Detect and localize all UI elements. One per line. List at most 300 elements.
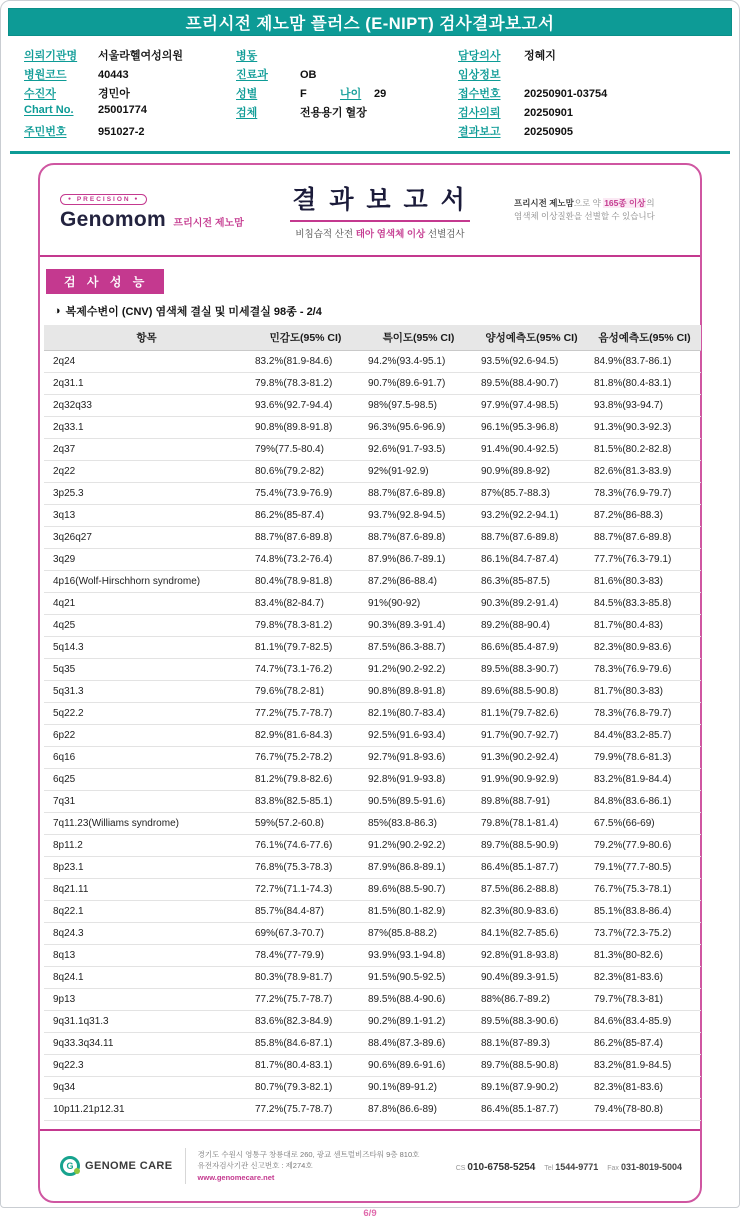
- table-row: [44, 967, 701, 989]
- metric-cell: 84.9%(83.7-86.1): [588, 351, 701, 373]
- address-line2: 유전자검사기관 신고번호 : 제274호: [197, 1161, 313, 1171]
- address-line1: 경기도 수원시 영통구 창룡대로 260, 광교 센트럴비즈타워 9층 810호: [197, 1149, 420, 1159]
- metric-cell: 83.2%(81.9-84.4): [588, 769, 701, 791]
- metric-cell: 76.1%(74.6-77.6): [249, 835, 362, 857]
- region-cell: 4q21: [44, 593, 249, 615]
- metric-cell: 81.7%(80.3-83): [588, 681, 701, 703]
- title-underline: [290, 220, 470, 222]
- subtitle-text: 선별검사: [425, 229, 465, 240]
- table-row: [44, 725, 701, 747]
- metric-cell: 92.8%(91.9-93.8): [362, 769, 475, 791]
- metric-cell: 88%(86.7-89.2): [475, 989, 588, 1011]
- cs-label: CS: [455, 1165, 466, 1172]
- region-cell: 5q35: [44, 659, 249, 681]
- metric-cell: 73.7%(72.3-75.2): [588, 923, 701, 945]
- metric-cell: 90.6%(89.6-91.6): [362, 1055, 475, 1077]
- field-value: 20250901: [524, 107, 573, 119]
- field-label: 병원코드: [24, 69, 67, 81]
- metric-cell: 81.1%(79.7-82.5): [249, 637, 362, 659]
- region-cell: 9q22.3: [44, 1055, 249, 1077]
- metric-cell: 77.2%(75.7-78.7): [249, 703, 362, 725]
- region-cell: 8q13: [44, 945, 249, 967]
- metric-cell: 79.9%(78.6-81.3): [588, 747, 701, 769]
- note-brand: 프리시전 제노맘: [514, 197, 574, 208]
- metric-cell: 88.4%(87.3-89.6): [362, 1033, 475, 1055]
- metric-cell: 81.8%(80.4-83.1): [588, 373, 701, 395]
- region-cell: 3q26q27: [44, 527, 249, 549]
- metric-cell: 97.9%(97.4-98.5): [475, 395, 588, 417]
- metric-cell: 82.9%(81.6-84.3): [249, 725, 362, 747]
- metric-cell: 90.1%(89-91.2): [362, 1077, 475, 1099]
- region-cell: 2q37: [44, 439, 249, 461]
- patient-info-section: [8, 36, 732, 146]
- metric-cell: 89.2%(88-90.4): [475, 615, 588, 637]
- metric-cell: 77.2%(75.7-78.7): [249, 1099, 362, 1121]
- genomom-logo: [60, 188, 246, 232]
- field-value: 40443: [98, 69, 129, 81]
- metric-cell: 78.3%(76.9-79.6): [588, 659, 701, 681]
- report-box-header: [40, 165, 700, 257]
- region-cell: 7q11.23(Williams syndrome): [44, 813, 249, 835]
- page-number: 6/9: [363, 1208, 377, 1219]
- metric-cell: 85.8%(84.6-87.1): [249, 1033, 362, 1055]
- metric-cell: 86.4%(85.1-87.7): [475, 1099, 588, 1121]
- region-cell: 8q24.1: [44, 967, 249, 989]
- field-resident-no: [24, 123, 236, 142]
- header-divider: [10, 151, 730, 154]
- fax-contact: [607, 1157, 682, 1175]
- table-row: [44, 461, 701, 483]
- metric-cell: 79.8%(78.3-81.2): [249, 615, 362, 637]
- metric-cell: 92%(91-92.9): [362, 461, 475, 483]
- table-row: [44, 439, 701, 461]
- metric-cell: 83.8%(82.5-85.1): [249, 791, 362, 813]
- field-report-date: [458, 123, 722, 142]
- column-header: 특이도(95% CI): [362, 325, 475, 351]
- field-label: 검사의뢰: [458, 107, 501, 119]
- brand-name: Genomom: [60, 208, 166, 231]
- metric-cell: 79.8%(78.1-81.4): [475, 813, 588, 835]
- table-row: [44, 659, 701, 681]
- field-label: 의뢰기관명: [24, 50, 78, 62]
- brand-name-korean: 프리시전 제노맘: [173, 218, 244, 229]
- region-cell: 2q32q33: [44, 395, 249, 417]
- metric-cell: 90.8%(89.8-91.8): [362, 681, 475, 703]
- note-text: 의: [646, 197, 655, 208]
- metric-cell: 94.2%(93.4-95.1): [362, 351, 475, 373]
- metric-cell: 91.3%(90.2-92.4): [475, 747, 588, 769]
- table-row: [44, 571, 701, 593]
- table-row: [44, 549, 701, 571]
- region-cell: 9q34: [44, 1077, 249, 1099]
- footer-divider: [185, 1148, 186, 1184]
- field-label: Chart No.: [24, 104, 74, 116]
- region-cell: 4q25: [44, 615, 249, 637]
- field-department: [236, 66, 458, 85]
- field-patient-name: [24, 85, 236, 104]
- metric-cell: 89.7%(88.5-90.9): [475, 835, 588, 857]
- metric-cell: 93.7%(92.8-94.5): [362, 505, 475, 527]
- region-cell: 6q25: [44, 769, 249, 791]
- metric-cell: 79.2%(77.9-80.6): [588, 835, 701, 857]
- metric-cell: 87.8%(86.6-89): [362, 1099, 475, 1121]
- table-row: [44, 483, 701, 505]
- metric-cell: 89.1%(87.9-90.2): [475, 1077, 588, 1099]
- metric-cell: 87.5%(86.3-88.7): [362, 637, 475, 659]
- metric-cell: 84.8%(83.6-86.1): [588, 791, 701, 813]
- performance-table-body: [44, 351, 701, 1121]
- region-cell: 2q31.1: [44, 373, 249, 395]
- field-value: 20250905: [524, 126, 573, 138]
- field-value: 전용용기 혈장: [300, 107, 367, 119]
- footer-address: [198, 1149, 420, 1184]
- metric-cell: 96.3%(95.6-96.9): [362, 417, 475, 439]
- metric-cell: 81.1%(79.7-82.6): [475, 703, 588, 725]
- metric-cell: 81.7%(80.4-83.1): [249, 1055, 362, 1077]
- region-cell: 9q33.3q34.11: [44, 1033, 249, 1055]
- metric-cell: 91.4%(90.4-92.5): [475, 439, 588, 461]
- region-cell: 4p16(Wolf-Hirschhorn syndrome): [44, 571, 249, 593]
- field-org: [24, 47, 236, 66]
- metric-cell: 69%(67.3-70.7): [249, 923, 362, 945]
- table-row: [44, 813, 701, 835]
- metric-cell: 90.4%(89.3-91.5): [475, 967, 588, 989]
- metric-cell: 84.4%(83.2-85.7): [588, 725, 701, 747]
- metric-cell: 90.3%(89.3-91.4): [362, 615, 475, 637]
- field-doctor: [458, 47, 722, 66]
- metric-cell: 91.2%(90.2-92.2): [362, 659, 475, 681]
- metric-cell: 88.7%(87.6-89.8): [475, 527, 588, 549]
- subtitle-highlight: 태아 염색체 이상: [355, 229, 426, 240]
- metric-cell: 90.8%(89.8-91.8): [249, 417, 362, 439]
- table-row: [44, 681, 701, 703]
- metric-cell: 78.3%(76.8-79.7): [588, 703, 701, 725]
- field-label: 진료과: [236, 69, 268, 81]
- metric-cell: 79.1%(77.7-80.5): [588, 857, 701, 879]
- table-row: [44, 637, 701, 659]
- region-cell: 8q22.1: [44, 901, 249, 923]
- metric-cell: 91.7%(90.7-92.7): [475, 725, 588, 747]
- field-specimen: [236, 104, 458, 123]
- metric-cell: 90.7%(89.6-91.7): [362, 373, 475, 395]
- field-hospital-code: [24, 66, 236, 85]
- table-subtitle: [54, 303, 696, 319]
- metric-cell: 76.7%(75.2-78.2): [249, 747, 362, 769]
- field-value: 정혜지: [524, 50, 556, 62]
- field-clinical-info: [458, 66, 722, 85]
- metric-cell: 81.2%(79.8-82.6): [249, 769, 362, 791]
- table-row: [44, 835, 701, 857]
- field-value: 20250901-03754: [524, 88, 608, 100]
- metric-cell: 98%(97.5-98.5): [362, 395, 475, 417]
- metric-cell: 81.3%(80-82.6): [588, 945, 701, 967]
- metric-cell: 81.5%(80.2-82.8): [588, 439, 701, 461]
- table-row: [44, 1033, 701, 1055]
- region-cell: 3q13: [44, 505, 249, 527]
- genomecare-logo-text: GENOME CARE: [85, 1160, 173, 1172]
- metric-cell: 93.2%(92.2-94.1): [475, 505, 588, 527]
- metric-cell: 72.7%(71.1-74.3): [249, 879, 362, 901]
- metric-cell: 80.7%(79.3-82.1): [249, 1077, 362, 1099]
- metric-cell: 59%(57.2-60.8): [249, 813, 362, 835]
- field-value: OB: [300, 69, 317, 81]
- metric-cell: 67.5%(66-69): [588, 813, 701, 835]
- dot-icon: ●: [134, 196, 140, 202]
- table-row: [44, 395, 701, 417]
- metric-cell: 89.8%(88.7-91): [475, 791, 588, 813]
- metric-cell: 79.6%(78.2-81): [249, 681, 362, 703]
- column-header: 항목: [44, 325, 249, 351]
- table-row: [44, 769, 701, 791]
- metric-cell: 82.3%(81-83.6): [588, 967, 701, 989]
- metric-cell: 89.5%(88.4-90.6): [362, 989, 475, 1011]
- metric-cell: 87.2%(86-88.4): [362, 571, 475, 593]
- column-header: 민감도(95% CI): [249, 325, 362, 351]
- metric-cell: 80.3%(78.9-81.7): [249, 967, 362, 989]
- metric-cell: 93.8%(93-94.7): [588, 395, 701, 417]
- metric-cell: 80.4%(78.9-81.8): [249, 571, 362, 593]
- field-label: 결과보고: [458, 126, 501, 138]
- region-cell: 5q14.3: [44, 637, 249, 659]
- field-label: 검체: [236, 107, 258, 119]
- patient-info-col1: [24, 47, 236, 142]
- tel-label: Tel: [544, 1165, 554, 1172]
- field-value: 951027-2: [98, 126, 145, 138]
- metric-cell: 79.8%(78.3-81.2): [249, 373, 362, 395]
- metric-cell: 87.9%(86.8-89.1): [362, 857, 475, 879]
- metric-cell: 86.1%(84.7-87.4): [475, 549, 588, 571]
- field-value: 25001774: [98, 104, 147, 116]
- metric-cell: 86.3%(85-87.5): [475, 571, 588, 593]
- metric-cell: 82.3%(81-83.6): [588, 1077, 701, 1099]
- metric-cell: 91.9%(90.9-92.9): [475, 769, 588, 791]
- fax-label: Fax: [607, 1165, 619, 1172]
- table-row: [44, 747, 701, 769]
- metric-cell: 89.5%(88.3-90.6): [475, 1011, 588, 1033]
- metric-cell: 92.8%(91.8-93.8): [475, 945, 588, 967]
- table-row: [44, 857, 701, 879]
- region-cell: 5q31.3: [44, 681, 249, 703]
- section-header-test-performance: 검 사 성 능: [46, 269, 164, 294]
- report-title: 프리시전 제노맘 플러스 (E-NIPT) 검사결과보고서: [185, 15, 555, 33]
- region-cell: 2q22: [44, 461, 249, 483]
- field-label: 나이: [340, 88, 362, 100]
- metric-cell: 86.2%(85-87.4): [249, 505, 362, 527]
- report-box-title-block: [246, 180, 514, 240]
- metric-cell: 87.2%(86-88.3): [588, 505, 701, 527]
- metric-cell: 96.1%(95.3-96.8): [475, 417, 588, 439]
- note-highlight: 165종 이상: [604, 197, 646, 208]
- field-value: F: [300, 88, 307, 100]
- table-row: [44, 1011, 701, 1033]
- metric-cell: 81.7%(80.4-83): [588, 615, 701, 637]
- note-text: 으로 약: [573, 197, 604, 208]
- metric-cell: 91%(90-92): [362, 593, 475, 615]
- table-row: [44, 505, 701, 527]
- region-cell: 8q24.3: [44, 923, 249, 945]
- table-row: [44, 417, 701, 439]
- precision-badge: [60, 194, 147, 205]
- metric-cell: 76.7%(75.3-78.1): [588, 879, 701, 901]
- table-row: [44, 901, 701, 923]
- field-value: 29: [374, 88, 387, 100]
- patient-info-col2: [236, 47, 458, 142]
- field-value: 서울라헬여성의원: [98, 50, 184, 62]
- region-cell: 6p22: [44, 725, 249, 747]
- metric-cell: 83.2%(81.9-84.6): [249, 351, 362, 373]
- half-circle-icon: ◑: [54, 305, 61, 317]
- metric-cell: 87.9%(86.7-89.1): [362, 549, 475, 571]
- field-request-date: [458, 104, 722, 123]
- metric-cell: 85%(83.8-86.3): [362, 813, 475, 835]
- metric-cell: 87%(85.8-88.2): [362, 923, 475, 945]
- metric-cell: 86.4%(85.1-87.7): [475, 857, 588, 879]
- field-ward: [236, 47, 458, 66]
- metric-cell: 89.6%(88.5-90.8): [475, 681, 588, 703]
- footer-contact: [456, 1157, 682, 1175]
- metric-cell: 89.5%(88.3-90.7): [475, 659, 588, 681]
- table-row: [44, 989, 701, 1011]
- metric-cell: 89.5%(88.4-90.7): [475, 373, 588, 395]
- region-cell: 7q31: [44, 791, 249, 813]
- report-box-body: [40, 257, 700, 1129]
- region-cell: 3q29: [44, 549, 249, 571]
- metric-cell: 89.6%(88.5-90.7): [362, 879, 475, 901]
- field-receipt-no: [458, 85, 722, 104]
- tel-number: 1544-9771: [555, 1162, 599, 1172]
- metric-cell: 87%(85.7-88.3): [475, 483, 588, 505]
- table-row: [44, 527, 701, 549]
- region-cell: 5q22.2: [44, 703, 249, 725]
- metric-cell: 77.2%(75.7-78.7): [249, 989, 362, 1011]
- performance-table-header-row: [44, 325, 701, 351]
- metric-cell: 75.4%(73.9-76.9): [249, 483, 362, 505]
- metric-cell: 87.5%(86.2-88.8): [475, 879, 588, 901]
- metric-cell: 92.6%(91.7-93.5): [362, 439, 475, 461]
- field-value: 경민아: [98, 88, 130, 100]
- metric-cell: 85.7%(84.4-87): [249, 901, 362, 923]
- metric-cell: 76.8%(75.3-78.3): [249, 857, 362, 879]
- metric-cell: 90.9%(89.8-92): [475, 461, 588, 483]
- metric-cell: 91.3%(90.3-92.3): [588, 417, 701, 439]
- field-label: 성별: [236, 88, 258, 100]
- metric-cell: 90.2%(89.1-91.2): [362, 1011, 475, 1033]
- field-label: 주민번호: [24, 126, 67, 138]
- metric-cell: 84.5%(83.3-85.8): [588, 593, 701, 615]
- field-chart-no: [24, 104, 236, 123]
- table-row: [44, 1055, 701, 1077]
- metric-cell: 85.1%(83.8-86.4): [588, 901, 701, 923]
- region-cell: 9p13: [44, 989, 249, 1011]
- metric-cell: 88.7%(87.6-89.8): [588, 527, 701, 549]
- metric-cell: 79.4%(78-80.8): [588, 1099, 701, 1121]
- region-cell: 9q31.1q31.3: [44, 1011, 249, 1033]
- table-subtitle-text: 복제수변이 (CNV) 염색체 결실 및 미세결실 98종 - 2/4: [65, 306, 322, 318]
- metric-cell: 90.3%(89.2-91.4): [475, 593, 588, 615]
- screening-note: [514, 197, 686, 223]
- genomecare-logo: [60, 1156, 173, 1176]
- field-sex-age: [236, 85, 458, 104]
- field-label: 담당의사: [458, 50, 501, 62]
- cs-number: 010-6758-5254: [467, 1162, 536, 1173]
- metric-cell: 82.3%(80.9-83.6): [475, 901, 588, 923]
- report-box-footer: [40, 1129, 700, 1201]
- region-cell: 2q33.1: [44, 417, 249, 439]
- metric-cell: 93.9%(93.1-94.8): [362, 945, 475, 967]
- metric-cell: 89.7%(88.5-90.8): [475, 1055, 588, 1077]
- region-cell: 8q21.11: [44, 879, 249, 901]
- metric-cell: 83.2%(81.9-84.5): [588, 1055, 701, 1077]
- table-row: [44, 615, 701, 637]
- metric-cell: 84.6%(83.4-85.9): [588, 1011, 701, 1033]
- genomecare-logo-icon: G: [60, 1156, 80, 1176]
- metric-cell: 83.4%(82-84.7): [249, 593, 362, 615]
- metric-cell: 81.5%(80.1-82.9): [362, 901, 475, 923]
- table-row: [44, 703, 701, 725]
- report-title-bar: [8, 8, 732, 36]
- metric-cell: 88.7%(87.6-89.8): [249, 527, 362, 549]
- field-label: 병동: [236, 50, 258, 62]
- precision-badge-label: PRECISION: [76, 196, 131, 203]
- region-cell: 8p23.1: [44, 857, 249, 879]
- metric-cell: 88.1%(87-89.3): [475, 1033, 588, 1055]
- metric-cell: 90.5%(89.5-91.6): [362, 791, 475, 813]
- region-cell: 3p25.3: [44, 483, 249, 505]
- brand-row: [60, 208, 246, 232]
- performance-table: [44, 325, 701, 1121]
- subtitle-text: 비침습적 산전: [295, 229, 356, 240]
- metric-cell: 92.5%(91.6-93.4): [362, 725, 475, 747]
- metric-cell: 77.7%(76.3-79.1): [588, 549, 701, 571]
- result-report-title: 결 과 보 고 서: [292, 186, 468, 214]
- metric-cell: 86.6%(85.4-87.9): [475, 637, 588, 659]
- metric-cell: 82.1%(80.7-83.4): [362, 703, 475, 725]
- metric-cell: 93.5%(92.6-94.5): [475, 351, 588, 373]
- table-row: [44, 1077, 701, 1099]
- metric-cell: 74.7%(73.1-76.2): [249, 659, 362, 681]
- dot-icon: ●: [68, 196, 74, 202]
- result-report-subtitle: [246, 226, 514, 240]
- website-link[interactable]: www.genomecare.net: [197, 1172, 275, 1182]
- region-cell: 10p11.21p12.31: [44, 1099, 249, 1121]
- metric-cell: 74.8%(73.2-76.4): [249, 549, 362, 571]
- metric-cell: 93.6%(92.7-94.4): [249, 395, 362, 417]
- table-row: [44, 945, 701, 967]
- metric-cell: 88.7%(87.6-89.8): [362, 527, 475, 549]
- metric-cell: 91.2%(90.2-92.2): [362, 835, 475, 857]
- metric-cell: 84.1%(82.7-85.6): [475, 923, 588, 945]
- table-row: [44, 1099, 701, 1121]
- metric-cell: 82.3%(80.9-83.6): [588, 637, 701, 659]
- column-header: 음성예측도(95% CI): [588, 325, 701, 351]
- table-row: [44, 593, 701, 615]
- table-row: [44, 879, 701, 901]
- metric-cell: 80.6%(79.2-82): [249, 461, 362, 483]
- field-label: 접수번호: [458, 88, 501, 100]
- metric-cell: 86.2%(85-87.4): [588, 1033, 701, 1055]
- patient-info-col3: [458, 47, 722, 142]
- table-row: [44, 791, 701, 813]
- metric-cell: 82.6%(81.3-83.9): [588, 461, 701, 483]
- field-label: 임상정보: [458, 69, 501, 81]
- metric-cell: 78.4%(77-79.9): [249, 945, 362, 967]
- metric-cell: 91.5%(90.5-92.5): [362, 967, 475, 989]
- result-report-box: [38, 163, 702, 1203]
- table-row: [44, 373, 701, 395]
- table-row: [44, 923, 701, 945]
- cs-contact: [456, 1157, 536, 1175]
- metric-cell: 79.7%(78.3-81): [588, 989, 701, 1011]
